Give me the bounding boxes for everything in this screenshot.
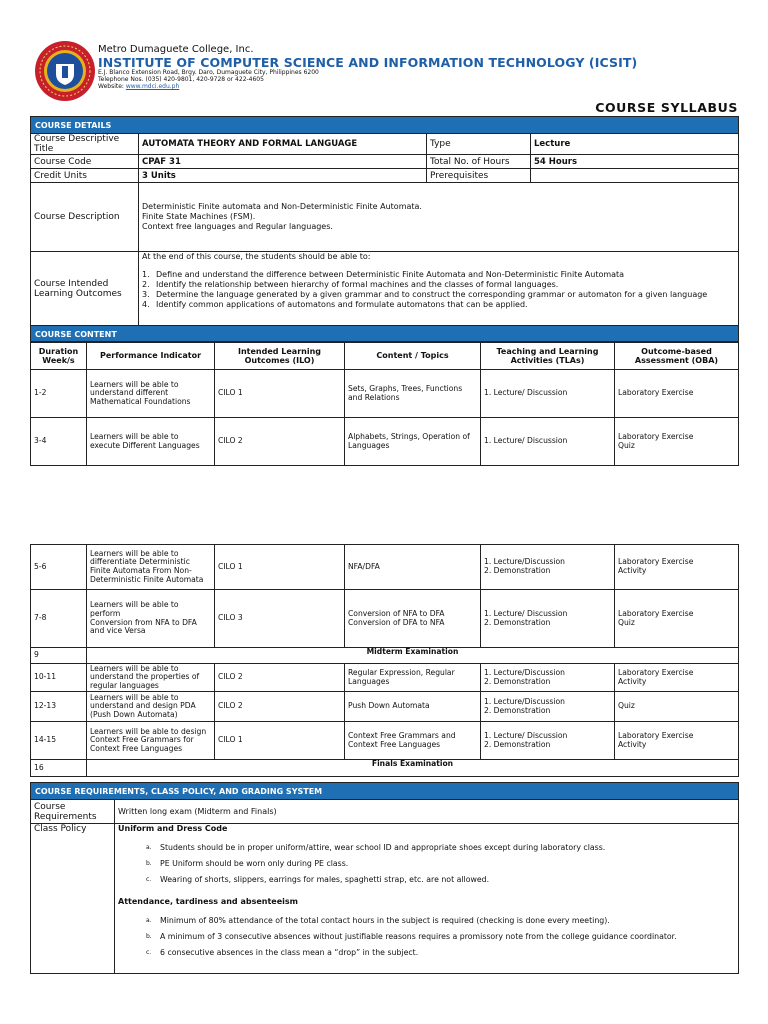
table-row-exam	[31, 648, 739, 664]
outcomes-value	[139, 252, 739, 326]
outcomes-label: Course Intended Learning Outcomes	[31, 252, 139, 326]
cell-week: 14-15	[31, 722, 87, 760]
policy-item	[146, 859, 735, 869]
outcome-text: Identify common applications of automatons and formulate automatons that can be applied.	[156, 300, 528, 309]
cell-oba: Quiz	[615, 692, 739, 722]
policy-item	[146, 843, 735, 853]
cell-ilo: CILO 1	[215, 722, 345, 760]
cell-indicator: Learners will be able to understand different Mathematical Foundations	[87, 370, 215, 418]
col-header-tla: Teaching and Learning Activities (TLAs)	[481, 342, 615, 370]
cell-indicator: Learners will be able to perform Conversion from NFA to DFA and vice Versa	[87, 590, 215, 648]
item-marker: c.	[146, 876, 152, 883]
col-header-oba: Outcome-based Assessment (OBA)	[615, 342, 739, 370]
hours-label: Total No. of Hours	[427, 155, 531, 169]
cell-ilo: CILO 2	[215, 418, 345, 466]
class-policy-content	[115, 824, 739, 974]
cell-tla: 1. Lecture/Discussion 2. Demonstration	[481, 692, 615, 722]
requirements-value: Written long exam (Midterm and Finals)	[115, 800, 739, 824]
cell-topics: NFA/DFA	[345, 545, 481, 590]
table-row	[31, 370, 739, 418]
cell-topics: Regular Expression, Regular Languages	[345, 664, 481, 692]
outcome-item: 1. Define and understand the difference between Deterministic Finite Automata and Non-Deterministic Finite Automata	[142, 270, 625, 279]
cell-oba: Laboratory Exercise Quiz	[615, 590, 739, 648]
col-header-ilo: Intended Learning Outcomes (ILO)	[215, 342, 345, 370]
units-label: Credit Units	[31, 169, 139, 183]
table-row	[31, 692, 739, 722]
cell-indicator: Learners will be able to differentiate Deterministic Finite Automata From Non-Deterministic Finite Automata	[87, 545, 215, 590]
cell-topics: Push Down Automata	[345, 692, 481, 722]
title-value: AUTOMATA THEORY AND FORMAL LANGUAGE	[139, 134, 427, 155]
description-label: Course Description	[31, 183, 139, 252]
attendance-heading: Attendance, tardiness and absenteeism	[118, 897, 298, 906]
policy-band: COURSE REQUIREMENTS, CLASS POLICY, AND GRADING SYSTEM	[31, 783, 739, 800]
table-row	[31, 722, 739, 760]
cell-oba: Laboratory Exercise	[615, 370, 739, 418]
outcome-text: Define and understand the difference between Deterministic Finite Automata and Non-Deterministic Finite Automata	[156, 270, 625, 279]
cell-tla: 1. Lecture/ Discussion	[481, 370, 615, 418]
table-row	[31, 545, 739, 590]
description-value	[139, 183, 739, 252]
cell-tla: 1. Lecture/ Discussion	[481, 418, 615, 466]
document-title: COURSE SYLLABUS	[595, 100, 738, 115]
prereq-value	[531, 169, 739, 183]
policy-item	[146, 932, 735, 942]
type-label: Type	[427, 134, 531, 155]
item-marker: b.	[146, 933, 152, 940]
cell-topics: Context Free Grammars and Context Free Languages	[345, 722, 481, 760]
cell-week: 7-8	[31, 590, 87, 648]
title-label: Course Descriptive Title	[31, 134, 139, 155]
address-line: E.J. Blanco Extension Road, Brgy. Daro, Dumaguete City, Philippines 6200	[98, 69, 319, 76]
cell-ilo: CILO 3	[215, 590, 345, 648]
col-header-duration: Duration Week/s	[31, 342, 87, 370]
course-details-table	[30, 116, 739, 343]
cell-week: 3-4	[31, 418, 87, 466]
policy-item-text: Minimum of 80% attendance of the total contact hours in the subject is required (checking is done every meeting).	[160, 916, 610, 925]
policy-item-text: PE Uniform should be worn only during PE class.	[160, 859, 349, 868]
outcome-text: Determine the language generated by a given grammar and to construct the corresponding grammar or automaton for a given language	[156, 290, 708, 299]
cell-oba: Laboratory Exercise Quiz	[615, 418, 739, 466]
course-content-table	[30, 341, 739, 466]
policy-item	[146, 875, 735, 885]
website-link[interactable]: www.mdci.edu.ph	[125, 83, 180, 90]
course-details-band: COURSE DETAILS	[31, 117, 739, 134]
telephone-line: Telephone Nos. (035) 420-9801, 420-9728 or 422-4605	[98, 76, 264, 83]
college-name: Metro Dumaguete College, Inc.	[98, 44, 254, 55]
type-value: Lecture	[531, 134, 739, 155]
cell-indicator: Learners will be able to understand and design PDA (Push Down Automata)	[87, 692, 215, 722]
description-line: Deterministic Finite automata and Non-Deterministic Finite Automata.	[142, 202, 422, 211]
cell-tla: 1. Lecture/Discussion 2. Demonstration	[481, 664, 615, 692]
website-label: Website:	[98, 83, 126, 90]
course-content-table-continued	[30, 544, 739, 777]
code-label: Course Code	[31, 155, 139, 169]
item-marker: b.	[146, 860, 152, 867]
policy-item-text: A minimum of 3 consecutive absences without justifiable reasons requires a promissory note from the college guidance coordinator.	[160, 932, 677, 941]
cell-topics: Alphabets, Strings, Operation of Languages	[345, 418, 481, 466]
cell-ilo: CILO 2	[215, 664, 345, 692]
policy-item-text: Students should be in proper uniform/attire, wear school ID and appropriate shoes except during laboratory class.	[160, 843, 606, 852]
course-content-band: COURSE CONTENT	[31, 326, 739, 343]
website-line	[98, 83, 179, 90]
cell-tla: 1. Lecture/ Discussion 2. Demonstration	[481, 590, 615, 648]
cell-tla: 1. Lecture/ Discussion 2. Demonstration	[481, 722, 615, 760]
cell-ilo: CILO 1	[215, 370, 345, 418]
cell-oba: Laboratory Exercise Activity	[615, 664, 739, 692]
prereq-label: Prerequisites	[427, 169, 531, 183]
outcome-item: 3. Determine the language generated by a given grammar and to construct the corresponding grammar or automaton for a given language	[142, 290, 708, 299]
cell-indicator: Learners will be able to execute Different Languages	[87, 418, 215, 466]
hours-value: 54 Hours	[531, 155, 739, 169]
policy-item-text: Wearing of shorts, slippers, earrings for males, spaghetti strap, etc. are not allowed.	[160, 875, 490, 884]
cell-week: 12-13	[31, 692, 87, 722]
class-policy-label: Class Policy	[31, 824, 115, 974]
table-row	[31, 664, 739, 692]
table-row	[31, 590, 739, 648]
policy-item	[146, 916, 735, 926]
cell-indicator: Learners will be able to understand the properties of regular languages	[87, 664, 215, 692]
cell-week: 9	[31, 648, 87, 664]
col-header-indicator: Performance Indicator	[87, 342, 215, 370]
cell-oba: Laboratory Exercise Activity	[615, 722, 739, 760]
cell-week: 5-6	[31, 545, 87, 590]
cell-topics: Sets, Graphs, Trees, Functions and Relations	[345, 370, 481, 418]
outcome-item: 2. Identify the relationship between hierarchy of formal machines and the classes of formal languages.	[142, 280, 559, 289]
cell-ilo: CILO 1	[215, 545, 345, 590]
cell-topics: Conversion of NFA to DFA Conversion of DFA to NFA	[345, 590, 481, 648]
cell-week: 10-11	[31, 664, 87, 692]
item-marker: c.	[146, 949, 152, 956]
cell-ilo: CILO 2	[215, 692, 345, 722]
outcome-item: 4. Identify common applications of automatons and formulate automatons that can be applied.	[142, 300, 528, 309]
uniform-heading: Uniform and Dress Code	[118, 824, 228, 833]
description-line: Context free languages and Regular languages.	[142, 222, 333, 231]
table-row-exam	[31, 760, 739, 777]
cell-tla: 1. Lecture/Discussion 2. Demonstration	[481, 545, 615, 590]
policy-item-text: 6 consecutive absences in the class mean a “drop” in the subject.	[160, 948, 419, 957]
cell-oba: Laboratory Exercise Activity	[615, 545, 739, 590]
exam-label: Finals Examination	[87, 760, 739, 777]
code-value: CPAF 31	[139, 155, 427, 169]
outcomes-intro: At the end of this course, the students should be able to:	[142, 252, 371, 261]
policy-item	[146, 948, 735, 958]
table-row	[31, 418, 739, 466]
cell-week: 1-2	[31, 370, 87, 418]
cell-week: 16	[31, 760, 87, 777]
item-marker: a.	[146, 844, 152, 851]
outcome-text: Identify the relationship between hierarchy of formal machines and the classes of formal languages.	[156, 280, 559, 289]
policy-table	[30, 782, 739, 974]
description-line: Finite State Machines (FSM).	[142, 212, 256, 221]
item-marker: a.	[146, 917, 152, 924]
col-header-topics: Content / Topics	[345, 342, 481, 370]
exam-label: Midterm Examination	[87, 648, 739, 664]
units-value: 3 Units	[139, 169, 427, 183]
cell-indicator: Learners will be able to design Context Free Grammars for Context Free Languages	[87, 722, 215, 760]
college-seal-logo	[34, 40, 96, 102]
institute-name: INSTITUTE OF COMPUTER SCIENCE AND INFORMATION TECHNOLOGY (ICSIT)	[98, 55, 638, 70]
requirements-label: Course Requirements	[31, 800, 115, 824]
